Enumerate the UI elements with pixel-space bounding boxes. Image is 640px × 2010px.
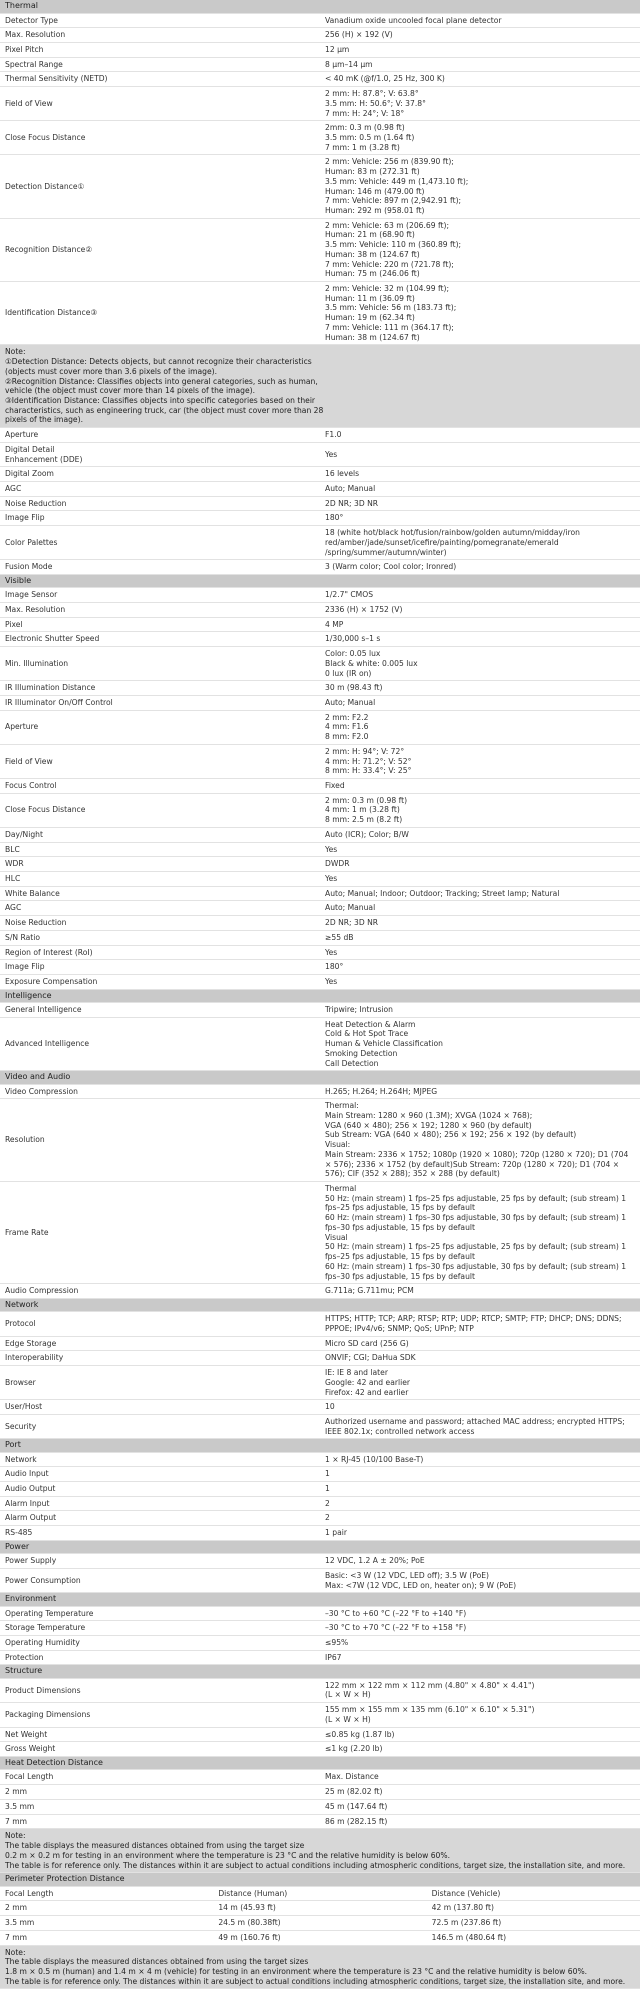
spec-label: Resolution: [0, 1099, 320, 1182]
section-title: Video and Audio: [0, 1071, 640, 1084]
spec-value: ≤0.85 kg (1.87 lb): [320, 1727, 640, 1742]
spec-label: Day/Night: [0, 827, 320, 842]
spec-row: [0, 842, 640, 857]
spec-value: Max. Distance: [320, 1770, 640, 1785]
spec-row: [0, 496, 640, 511]
spec-label: Close Focus Distance: [0, 793, 320, 827]
table-cell: 3.5 mm: [0, 1916, 213, 1931]
spec-row: [0, 1814, 640, 1829]
spec-label: Noise Reduction: [0, 916, 320, 931]
spec-value: 122 mm × 122 mm × 112 mm (4.80" × 4.80" × 4.41") (L × W × H): [320, 1678, 640, 1702]
spec-label: Max. Resolution: [0, 28, 320, 43]
spec-row: [0, 442, 640, 466]
spec-label: Network: [0, 1452, 320, 1467]
spec-value: DWDR: [320, 857, 640, 872]
spec-label: Pixel Pitch: [0, 42, 320, 57]
spec-value: 2 mm: Vehicle: 63 m (206.69 ft); Human: 21 m (68.90 ft) 3.5 mm: Vehicle: 110 m (360.89 ft); Human: 38 m (124.67 ft) 7 mm: Vehicle: 220 m (721.78 ft); Human: 75 m (246.06 ft): [320, 218, 640, 281]
section-title: Perimeter Protection Distance: [0, 1873, 640, 1886]
spec-value: Auto; Manual: [320, 481, 640, 496]
spec-row: [0, 57, 640, 72]
spec-label: Storage Temperature: [0, 1621, 320, 1636]
spec-label: Focus Control: [0, 779, 320, 794]
spec-row: [0, 467, 640, 482]
spec-row: [0, 13, 640, 28]
spec-row: [0, 1930, 640, 1945]
table-cell: 7 mm: [0, 1930, 213, 1945]
spec-value: ≤95%: [320, 1635, 640, 1650]
spec-value: 18 (white hot/black hot/fusion/rainbow/golden autumn/midday/iron red/amber/jade/sunset/icefire/painting/pomegranate/emerald /spring/summer/autumn/winter): [320, 526, 640, 560]
spec-value: 2D NR; 3D NR: [320, 496, 640, 511]
spec-row: [0, 872, 640, 887]
note-text: Note: The table displays the measured distances obtained from using the target sizes 1.8 m × 0.5 m (human) and 1.4 m × 4 m (vehicle) for testing in an environment where the temperature is 23 °C and the relative humidity is below 60%. The table is for reference only. The distances within it are subject to actual conditions including atmospheric conditions, target size, the installation site, and more.: [0, 1945, 640, 1989]
spec-row: [0, 1568, 640, 1592]
spec-value: ≥55 dB: [320, 930, 640, 945]
table-cell: Distance (Human): [213, 1886, 426, 1901]
spec-label: HLC: [0, 872, 320, 887]
spec-row: [0, 511, 640, 526]
spec-label: Detection Distance①: [0, 155, 320, 218]
spec-label: Image Flip: [0, 511, 320, 526]
spec-label: Close Focus Distance: [0, 121, 320, 155]
spec-value: 2336 (H) × 1752 (V): [320, 602, 640, 617]
section-title: Thermal: [0, 0, 640, 13]
spec-label: User/Host: [0, 1400, 320, 1415]
spec-row: [0, 916, 640, 931]
spec-row: [0, 42, 640, 57]
spec-label: Alarm Input: [0, 1496, 320, 1511]
spec-row: [0, 155, 640, 218]
spec-label: Field of View: [0, 744, 320, 778]
section-header-port: [0, 1439, 640, 1452]
spec-row: [0, 428, 640, 443]
spec-row: [0, 481, 640, 496]
spec-label: Audio Output: [0, 1482, 320, 1497]
spec-row: [0, 632, 640, 647]
spec-value: 2: [320, 1496, 640, 1511]
spec-label: Gross Weight: [0, 1742, 320, 1757]
table-cell: Focal Length: [0, 1886, 213, 1901]
spec-value: ONVIF; CGI; DaHua SDK: [320, 1351, 640, 1366]
spec-value: 2 mm: Vehicle: 256 m (839.90 ft); Human: 83 m (272.31 ft) 3.5 mm: Vehicle: 449 m (1,473.10 ft); Human: 146 m (479.00 ft) 7 mm: Vehicle: 897 m (2,942.91 ft); Human: 292 m (958.01 ft): [320, 155, 640, 218]
spec-row: [0, 1799, 640, 1814]
spec-row: [0, 28, 640, 43]
spec-row: [0, 1366, 640, 1400]
spec-value: < 40 mK (@f/1.0, 25 Hz, 300 K): [320, 72, 640, 87]
spec-row: [0, 526, 640, 560]
spec-row: [0, 1785, 640, 1800]
spec-label: WDR: [0, 857, 320, 872]
spec-label: Identification Distance③: [0, 282, 320, 345]
spec-label: Image Flip: [0, 960, 320, 975]
spec-label: 3.5 mm: [0, 1799, 320, 1814]
spec-row: [0, 72, 640, 87]
spec-label: RS-485: [0, 1526, 320, 1541]
spec-value: 256 (H) × 192 (V): [320, 28, 640, 43]
spec-label: Security: [0, 1414, 320, 1438]
spec-row: [0, 1916, 640, 1931]
spec-value: Basic: <3 W (12 VDC, LED off); 3.5 W (PoE) Max: <7W (12 VDC, LED on, heater on); 9 W (PoE): [320, 1568, 640, 1592]
section-header-perimeter-protection-distance: [0, 1873, 640, 1886]
spec-value: HTTPS; HTTP; TCP; ARP; RTSP; RTP; UDP; RTCP; SMTP; FTP; DHCP; DNS; DDNS; PPPOE; IPv4/v6; SNMP; QoS; UPnP; NTP: [320, 1312, 640, 1336]
section-header-structure: [0, 1665, 640, 1678]
spec-label: Min. Illumination: [0, 647, 320, 681]
spec-row: [0, 1678, 640, 1702]
spec-value: Thermal 50 Hz: (main stream) 1 fps–25 fps adjustable, 25 fps by default; (sub stream) 1 fps–25 fps adjustable, 15 fps by default 60 Hz: (main stream) 1 fps–30 fps adjustable, 30 fps by default; (sub stream) 1 fps–30 fps adjustable, 15 fps by default Visual 50 Hz: (main stream) 1 fps–25 fps adjustable, 25 fps by default; (sub stream) 1 fps–25 fps adjustable, 15 fps by default 60 Hz: (main stream) 1 fps–30 fps adjustable, 30 fps by default; (sub stream) 1 fps–30 fps adjustable, 15 fps by default: [320, 1182, 640, 1284]
spec-row: [0, 901, 640, 916]
spec-value: Yes: [320, 842, 640, 857]
spec-value: 3 (Warm color; Cool color; Ironred): [320, 560, 640, 575]
spec-row: [0, 930, 640, 945]
spec-label: Field of View: [0, 87, 320, 121]
spec-row: [0, 827, 640, 842]
spec-value: Auto; Manual; Indoor; Outdoor; Tracking; Street lamp; Natural: [320, 886, 640, 901]
spec-value: Yes: [320, 945, 640, 960]
spec-label: White Balance: [0, 886, 320, 901]
spec-label: Thermal Sensitivity (NETD): [0, 72, 320, 87]
section-header-thermal: [0, 0, 640, 13]
spec-label: Region of Interest (RoI): [0, 945, 320, 960]
spec-label: Digital Zoom: [0, 467, 320, 482]
spec-value: –30 °C to +60 °C (–22 °F to +140 °F): [320, 1606, 640, 1621]
spec-value: 155 mm × 155 mm × 135 mm (6.10" × 6.10" × 5.31") (L × W × H): [320, 1703, 640, 1727]
note-row: [0, 1945, 640, 1989]
spec-label: Edge Storage: [0, 1336, 320, 1351]
spec-value: 2D NR; 3D NR: [320, 916, 640, 931]
spec-row: [0, 1496, 640, 1511]
spec-value: 4 MP: [320, 617, 640, 632]
spec-row: [0, 1414, 640, 1438]
spec-label: Recognition Distance②: [0, 218, 320, 281]
spec-label: Interoperability: [0, 1351, 320, 1366]
spec-value: 2 mm: H: 87.8°; V: 63.8° 3.5 mm: H: 50.6°; V: 37.8° 7 mm: H: 24°; V: 18°: [320, 87, 640, 121]
spec-value: 2: [320, 1511, 640, 1526]
spec-row: [0, 1336, 640, 1351]
spec-value: 2 mm: Vehicle: 32 m (104.99 ft); Human: 11 m (36.09 ft) 3.5 mm: Vehicle: 56 m (183.73 ft); Human: 19 m (62.34 ft) 7 mm: Vehicle: 111 m (364.17 ft); Human: 38 m (124.67 ft): [320, 282, 640, 345]
spec-label: 7 mm: [0, 1814, 320, 1829]
spec-value: 30 m (98.43 ft): [320, 681, 640, 696]
spec-row: [0, 1526, 640, 1541]
spec-value: Yes: [320, 872, 640, 887]
spec-value: 12 VDC, 1.2 A ± 20%; PoE: [320, 1554, 640, 1569]
spec-label: Audio Compression: [0, 1284, 320, 1299]
spec-value: Vanadium oxide uncooled focal plane detector: [320, 13, 640, 28]
table-cell: 24.5 m (80.38ft): [213, 1916, 426, 1931]
spec-row: [0, 1467, 640, 1482]
spec-value: 10: [320, 1400, 640, 1415]
spec-label: Fusion Mode: [0, 560, 320, 575]
spec-value: 1: [320, 1467, 640, 1482]
section-title: Intelligence: [0, 989, 640, 1002]
spec-label: Spectral Range: [0, 57, 320, 72]
section-title: Network: [0, 1298, 640, 1311]
spec-label: Aperture: [0, 710, 320, 744]
section-title: Environment: [0, 1593, 640, 1606]
spec-row: [0, 218, 640, 281]
spec-value: ≤1 kg (2.20 lb): [320, 1742, 640, 1757]
spec-label: 2 mm: [0, 1785, 320, 1800]
spec-row: [0, 975, 640, 990]
spec-label: Power Supply: [0, 1554, 320, 1569]
spec-value: 45 m (147.64 ft): [320, 1799, 640, 1814]
spec-row: [0, 1554, 640, 1569]
spec-label: Exposure Compensation: [0, 975, 320, 990]
section-header-video-and-audio: [0, 1071, 640, 1084]
spec-row: [0, 1084, 640, 1099]
spec-row: [0, 779, 640, 794]
spec-row: [0, 960, 640, 975]
spec-label: AGC: [0, 901, 320, 916]
spec-label: IR Illumination Distance: [0, 681, 320, 696]
spec-label: Color Palettes: [0, 526, 320, 560]
spec-row: [0, 282, 640, 345]
section-header-power: [0, 1540, 640, 1553]
spec-label: Alarm Output: [0, 1511, 320, 1526]
spec-row: [0, 886, 640, 901]
spec-value: 86 m (282.15 ft): [320, 1814, 640, 1829]
spec-row: [0, 695, 640, 710]
spec-row: [0, 1351, 640, 1366]
spec-row: [0, 1606, 640, 1621]
spec-label: Protocol: [0, 1312, 320, 1336]
spec-row: [0, 588, 640, 603]
spec-label: Image Sensor: [0, 588, 320, 603]
heat-detection-table: [0, 1757, 640, 1873]
section-header-environment: [0, 1593, 640, 1606]
spec-row: [0, 1886, 640, 1901]
spec-row: [0, 1703, 640, 1727]
table-cell: 72.5 m (237.86 ft): [427, 1916, 640, 1931]
spec-row: [0, 1182, 640, 1284]
spec-label: Operating Humidity: [0, 1635, 320, 1650]
spec-row: [0, 1650, 640, 1665]
spec-value: Tripwire; Intrusion: [320, 1003, 640, 1018]
spec-label: Packaging Dimensions: [0, 1703, 320, 1727]
spec-row: [0, 1901, 640, 1916]
spec-row: [0, 710, 640, 744]
section-title: Structure: [0, 1665, 640, 1678]
spec-row: [0, 602, 640, 617]
spec-label: Detector Type: [0, 13, 320, 28]
spec-label: Operating Temperature: [0, 1606, 320, 1621]
spec-value: Auto; Manual: [320, 695, 640, 710]
spec-value: 2 mm: H: 94°; V: 72° 4 mm: H: 71.2°; V: 52° 8 mm: H: 33.4°; V: 25°: [320, 744, 640, 778]
spec-value: Authorized username and password; attached MAC address; encrypted HTTPS; IEEE 802.1x; controlled network access: [320, 1414, 640, 1438]
spec-value: 25 m (82.02 ft): [320, 1785, 640, 1800]
spec-row: [0, 744, 640, 778]
spec-row: [0, 857, 640, 872]
spec-label: Power Consumption: [0, 1568, 320, 1592]
spec-label: Video Compression: [0, 1084, 320, 1099]
spec-value: 1 pair: [320, 1526, 640, 1541]
spec-value: 2 mm: 0.3 m (0.98 ft) 4 mm: 1 m (3.28 ft) 8 mm: 2.5 m (8.2 ft): [320, 793, 640, 827]
spec-row: [0, 681, 640, 696]
spec-row: [0, 1003, 640, 1018]
spec-label: Max. Resolution: [0, 602, 320, 617]
spec-label: Electronic Shutter Speed: [0, 632, 320, 647]
spec-value: Color: 0.05 lux Black & white: 0.005 lux 0 lux (IR on): [320, 647, 640, 681]
spec-label: IR Illuminator On/Off Control: [0, 695, 320, 710]
section-title: Visible: [0, 575, 640, 588]
spec-value: 1/2.7" CMOS: [320, 588, 640, 603]
spec-value: 8 μm–14 μm: [320, 57, 640, 72]
spec-value: 12 μm: [320, 42, 640, 57]
spec-label: Focal Length: [0, 1770, 320, 1785]
spec-value: 1 × RJ-45 (10/100 Base-T): [320, 1452, 640, 1467]
spec-row: [0, 1312, 640, 1336]
spec-value: IP67: [320, 1650, 640, 1665]
spec-value: 1: [320, 1482, 640, 1497]
spec-label: Net Weight: [0, 1727, 320, 1742]
note-row: [0, 1829, 640, 1873]
spec-value: –30 °C to +70 °C (–22 °F to +158 °F): [320, 1621, 640, 1636]
spec-value: 180°: [320, 960, 640, 975]
spec-row: [0, 647, 640, 681]
perimeter-table: [0, 1873, 640, 1989]
spec-row: [0, 560, 640, 575]
note-row: [0, 345, 640, 428]
spec-label: Aperture: [0, 428, 320, 443]
spec-row: [0, 1635, 640, 1650]
spec-value: 2 mm: F2.2 4 mm: F1.6 8 mm: F2.0: [320, 710, 640, 744]
spec-value: Micro SD card (256 G): [320, 1336, 640, 1351]
section-title: Port: [0, 1439, 640, 1452]
spec-label: Audio Input: [0, 1467, 320, 1482]
spec-label: Pixel: [0, 617, 320, 632]
spec-row: [0, 617, 640, 632]
section-title: Power: [0, 1540, 640, 1553]
spec-value: Thermal: Main Stream: 1280 × 960 (1.3M); XVGA (1024 × 768); VGA (640 × 480); 256 × 192; 1280 × 960 (by default) Sub Stream: VGA (640 × 480); 256 × 192; 256 × 192 (by default) Visual: Main Stream: 2336 × 1752; 1080p (1920 × 1080); 720p (1280 × 720); D1 (704 × 576); 2336 × 1752 (by default)Sub Stream: 720p (1280 × 720); D1 (704 × 576); CIF (352 × 288); 352 × 288 (by default): [320, 1099, 640, 1182]
spec-label: BLC: [0, 842, 320, 857]
spec-label: General Intelligence: [0, 1003, 320, 1018]
spec-row: [0, 1727, 640, 1742]
spec-value: IE: IE 8 and later Google: 42 and earlier Firefox: 42 and earlier: [320, 1366, 640, 1400]
spec-row: [0, 1482, 640, 1497]
section-header-network: [0, 1298, 640, 1311]
spec-row: [0, 1284, 640, 1299]
spec-row: [0, 1017, 640, 1071]
spec-row: [0, 1452, 640, 1467]
table-cell: 146.5 m (480.64 ft): [427, 1930, 640, 1945]
spec-row: [0, 1770, 640, 1785]
spec-row: [0, 945, 640, 960]
spec-value: Yes: [320, 975, 640, 990]
spec-label: Frame Rate: [0, 1182, 320, 1284]
spec-value: Auto (ICR); Color; B/W: [320, 827, 640, 842]
spec-label: Noise Reduction: [0, 496, 320, 511]
table-cell: 14 m (45.93 ft): [213, 1901, 426, 1916]
spec-row: [0, 1511, 640, 1526]
section-header-intelligence: [0, 989, 640, 1002]
spec-row: [0, 793, 640, 827]
table-cell: 42 m (137.80 ft): [427, 1901, 640, 1916]
table-cell: 49 m (160.76 ft): [213, 1930, 426, 1945]
spec-label: Product Dimensions: [0, 1678, 320, 1702]
spec-row: [0, 1400, 640, 1415]
spec-label: S/N Ratio: [0, 930, 320, 945]
spec-value: Auto; Manual: [320, 901, 640, 916]
spec-value: 16 levels: [320, 467, 640, 482]
spec-value: Fixed: [320, 779, 640, 794]
spec-value: H.265; H.264; H.264H; MJPEG: [320, 1084, 640, 1099]
section-header-visible: [0, 575, 640, 588]
spec-row: [0, 1621, 640, 1636]
note-text: Note: The table displays the measured distances obtained from using the target size 0.2 m × 0.2 m for testing in an environment where the temperature is 23 °C and the relative humidity is below 60%. The table is for reference only. The distances within it are subject to actual conditions including atmospheric conditions, target size, the installation site, and more.: [0, 1829, 640, 1873]
spec-value: G.711a; G.711mu; PCM: [320, 1284, 640, 1299]
note-text: Note: ①Detection Distance: Detects objects, but cannot recognize their characteristics (objects must cover more than 3.6 pixels of the image). ②Recognition Distance: Classifies objects into general categories, such as human, vehicle (the object must cover more than 14 pixels of the image). ③Identification Distance: Classifies objects into specific categories based on their characteristics, such as engineering truck, car (the object must cover more than 28 pixels of the image).: [0, 345, 640, 428]
table-cell: 2 mm: [0, 1901, 213, 1916]
spec-label: Advanced Intelligence: [0, 1017, 320, 1071]
spec-label: Browser: [0, 1366, 320, 1400]
spec-row: [0, 1742, 640, 1757]
spec-value: F1.0: [320, 428, 640, 443]
section-header-heat-detection-distance: [0, 1757, 640, 1770]
spec-value: Heat Detection & Alarm Cold & Hot Spot Trace Human & Vehicle Classification Smoking Detection Call Detection: [320, 1017, 640, 1071]
spec-row: [0, 121, 640, 155]
spec-row: [0, 1099, 640, 1182]
spec-value: Yes: [320, 442, 640, 466]
spec-value: 2mm: 0.3 m (0.98 ft) 3.5 mm: 0.5 m (1.64 ft) 7 mm: 1 m (3.28 ft): [320, 121, 640, 155]
section-title: Heat Detection Distance: [0, 1757, 640, 1770]
table-cell: Distance (Vehicle): [427, 1886, 640, 1901]
spec-value: 1/30,000 s–1 s: [320, 632, 640, 647]
spec-value: 180°: [320, 511, 640, 526]
spec-label: AGC: [0, 481, 320, 496]
spec-row: [0, 87, 640, 121]
spec-label: Digital Detail Enhancement (DDE): [0, 442, 320, 466]
spec-label: Protection: [0, 1650, 320, 1665]
